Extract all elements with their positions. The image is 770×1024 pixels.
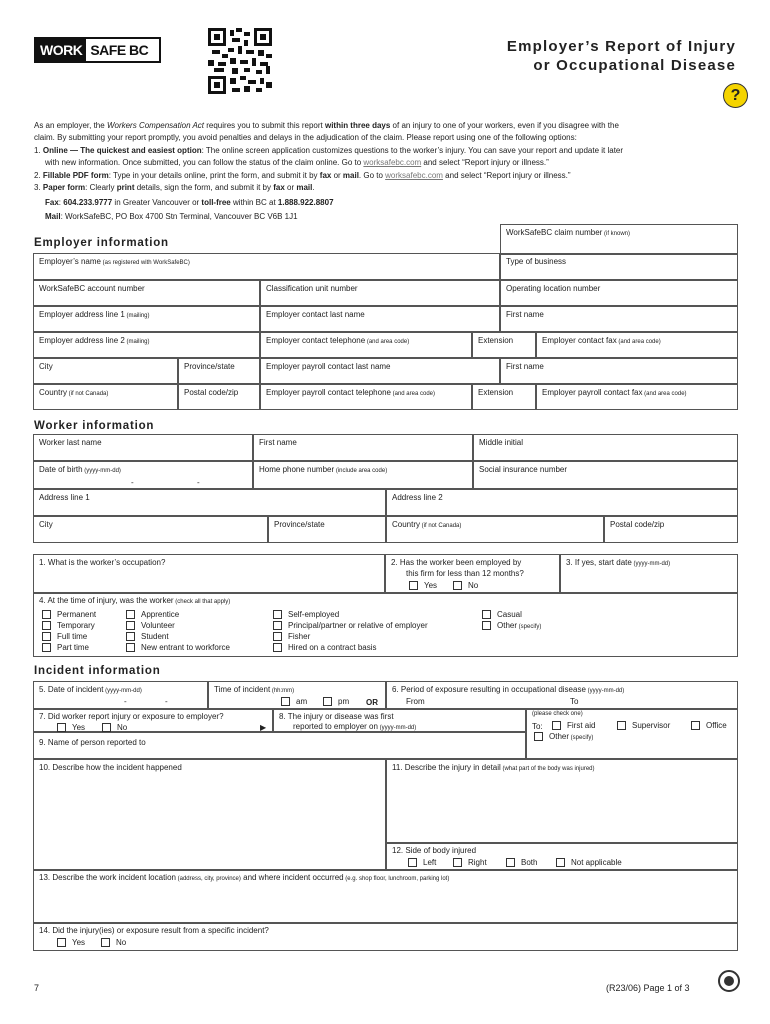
arrow-right-icon: ▶: [260, 723, 267, 732]
option-label: No: [117, 723, 128, 732]
label-text: Country: [392, 520, 421, 529]
worker-address2-label: Address line 2: [392, 493, 443, 502]
payroll-extension-label: Extension: [478, 388, 514, 397]
option-label: Part time: [57, 643, 90, 652]
intro-text: requires you to submit this report: [204, 121, 325, 130]
fax-text: in Greater Vancouver or: [112, 198, 202, 207]
intro-text: As an employer, the: [34, 121, 107, 130]
label-hint: (mailing): [124, 313, 150, 319]
employer-address2-label: [39, 336, 150, 345]
business-type-label: Type of business: [506, 257, 567, 266]
first-reported-label-1: 8. The injury or disease was first: [279, 712, 394, 721]
label-text: Country: [39, 388, 68, 397]
option-fisher[interactable]: [288, 632, 310, 641]
label-text: Employer contact telephone: [266, 336, 366, 345]
first-reported-label-2: [293, 722, 416, 731]
employment-type-label: [39, 596, 230, 605]
label-text: Employer’s name: [39, 257, 101, 266]
option-text: .: [312, 183, 315, 192]
option-text: details, sign the form, and submit it by: [134, 183, 274, 192]
checkbox[interactable]: [556, 858, 565, 867]
page-code: 7: [34, 983, 40, 993]
checkbox[interactable]: [453, 858, 462, 867]
option-permanent[interactable]: [57, 610, 96, 619]
incident-location-label: [39, 873, 449, 882]
recycle-logo-icon: [718, 970, 740, 992]
employer-name-label: [39, 257, 190, 266]
fax-number: 604.233.9777: [63, 198, 113, 207]
checkbox[interactable]: [482, 621, 491, 630]
reported-to-employer-label: 7. Did worker report injury or exposure to employer?: [39, 712, 224, 721]
label-text: Employer contact fax: [542, 336, 617, 345]
option-label: Principal/partner or relative of employer: [288, 621, 428, 630]
option-new-entrant[interactable]: [141, 643, 230, 652]
not-applicable-option[interactable]: [571, 858, 622, 867]
option-text: mail: [296, 183, 313, 192]
option-text: . Go to: [358, 171, 386, 180]
option-contract[interactable]: [288, 643, 377, 652]
employer-address1-label: [39, 310, 150, 319]
date-of-birth-label: [39, 465, 121, 474]
checkbox[interactable]: [57, 938, 66, 947]
office-option[interactable]: [706, 721, 727, 730]
form-title-line2: or Occupational Disease: [533, 57, 736, 74]
option-label: Student: [141, 632, 169, 641]
dob-dash-2: -: [197, 478, 200, 487]
worksafebc-logo: [34, 37, 161, 63]
option-label: Apprentice: [141, 610, 180, 619]
employer-city-label: City: [39, 362, 53, 371]
option-label: Hired on a contract basis: [288, 643, 377, 652]
option-apprentice[interactable]: [141, 610, 179, 619]
label-text: 13. Describe the work incident location: [39, 873, 176, 882]
person-reported-to-label: 9. Name of person reported to: [39, 738, 146, 747]
middle-initial-label: Middle initial: [479, 438, 524, 447]
am-option[interactable]: [296, 697, 307, 706]
classification-unit-label: Classification unit number: [266, 284, 358, 293]
checkbox[interactable]: [323, 697, 332, 706]
help-icon[interactable]: [723, 83, 748, 108]
label-text: reported to employer on: [293, 722, 378, 731]
checkbox[interactable]: [617, 721, 626, 730]
form-title-line1: Employer’s Report of Injury: [506, 38, 736, 55]
label-text: Home phone number: [259, 465, 335, 474]
option-text: or: [284, 183, 297, 192]
fax-line: [45, 197, 334, 209]
date-of-incident-label: [39, 685, 142, 694]
checkbox[interactable]: [42, 632, 51, 641]
incident-date-dash-2: -: [165, 697, 168, 706]
q7-no-option[interactable]: [117, 723, 127, 732]
dob-dash-1: -: [131, 478, 134, 487]
checkbox[interactable]: [273, 610, 282, 619]
q14-no-option[interactable]: [116, 938, 126, 947]
option-other[interactable]: [497, 621, 541, 630]
or-label: OR: [366, 698, 378, 707]
option-volunteer[interactable]: [141, 621, 175, 630]
contact-last-name-label: Employer contact last name: [266, 310, 365, 319]
payroll-first-name-label: First name: [506, 362, 544, 371]
claim-label: WorkSafeBC claim number: [506, 228, 603, 237]
worker-province-label: Province/state: [274, 520, 325, 529]
checkbox[interactable]: [273, 643, 282, 652]
label-hint: (yyyy-mm-dd): [585, 688, 625, 694]
option-label: Fisher: [288, 632, 311, 641]
checkbox[interactable]: [42, 643, 51, 652]
option-label: New entrant to workforce: [141, 643, 230, 652]
option-label: Right: [468, 858, 487, 867]
option-label: Yes: [424, 581, 438, 590]
label-text: Date of birth: [39, 465, 83, 474]
checkbox[interactable]: [273, 632, 282, 641]
option-number: 2.: [34, 171, 43, 180]
option-number: 3.: [34, 183, 43, 192]
option-label: Self-employed: [288, 610, 340, 619]
checkbox[interactable]: [126, 621, 135, 630]
checkbox[interactable]: [273, 621, 282, 630]
option-full-time[interactable]: [57, 632, 87, 641]
left-side-option[interactable]: [423, 858, 436, 867]
employer-country-label: [39, 388, 108, 397]
worksafebc-link[interactable]: worksafebc.com: [385, 171, 443, 180]
option-number: 1.: [34, 146, 43, 155]
option-label: pm: [338, 697, 350, 706]
worker-city-label: City: [39, 520, 53, 529]
occupation-label: 1. What is the worker’s occupation?: [39, 558, 166, 567]
checkbox[interactable]: [408, 858, 417, 867]
label-text: 11. Describe the injury in detail: [392, 763, 501, 772]
label-hint: (check all that apply): [173, 599, 231, 605]
logo-work: WORK: [36, 39, 86, 61]
reported-to-label: To:: [532, 722, 543, 731]
option-label: Other: [549, 732, 570, 741]
time-of-incident-label: [214, 685, 294, 694]
label-hint: (and area code): [642, 391, 687, 397]
exposure-period-label: [392, 685, 624, 694]
option-label: Not applicable: [571, 858, 622, 867]
label-text: 6. Period of exposure resulting in occupational disease: [392, 685, 586, 694]
option-temporary[interactable]: [57, 621, 95, 630]
checkbox[interactable]: [409, 581, 418, 590]
option-label: First aid: [567, 721, 596, 730]
fax-label: Fax: [45, 198, 59, 207]
intro-line-2: claim. By submitting your report promptly, you avoid penalties and delays in the adjudication of the claim. Please report using one of the following options:: [34, 133, 577, 142]
incident-heading: Incident information: [34, 665, 161, 677]
checkbox[interactable]: [453, 581, 462, 590]
worker-last-name-label: Worker last name: [39, 438, 102, 447]
option-casual[interactable]: [497, 610, 522, 619]
operating-location-label: Operating location number: [506, 284, 601, 293]
right-side-option[interactable]: [468, 858, 487, 867]
checkbox[interactable]: [126, 610, 135, 619]
employer-city-field[interactable]: [33, 358, 178, 384]
option-label: am: [296, 697, 308, 706]
option-principal-partner[interactable]: [288, 621, 428, 630]
label-text: and where incident occurred: [240, 873, 344, 882]
q7-yes-option[interactable]: [72, 723, 85, 732]
option-label: Left: [423, 858, 437, 867]
sin-label: Social insurance number: [479, 465, 568, 474]
label-hint: (mailing): [124, 339, 150, 345]
label-text: Employer address line 2: [39, 336, 125, 345]
label-hint: (e.g. shop floor, lunchroom, parking lot): [343, 876, 450, 882]
help-icon-symbol: ?: [730, 87, 741, 104]
checkbox[interactable]: [101, 938, 110, 947]
option-hint: (specify): [517, 624, 542, 630]
option-text: : Type in your details online, print the form, and submit it by: [108, 171, 320, 180]
option-label: Other: [497, 621, 518, 630]
option-label: Temporary: [57, 621, 95, 630]
account-number-label: WorkSafeBC account number: [39, 284, 145, 293]
checkbox[interactable]: [691, 721, 700, 730]
checkbox[interactable]: [57, 723, 66, 732]
option-label: No: [116, 938, 127, 947]
employer-postal-label: Postal code/zip: [184, 388, 239, 397]
option-hint: (specify): [569, 735, 594, 741]
label-text: 3. If yes, start date: [566, 558, 632, 567]
contact-fax-label: [542, 336, 661, 345]
intro-line-1: [34, 120, 619, 132]
label-hint: (and area code): [390, 391, 435, 397]
option-3: [34, 182, 315, 194]
label-text: 5. Date of incident: [39, 685, 104, 694]
label-hint: (yyyy-mm-dd): [377, 725, 417, 731]
option-label: Full time: [57, 632, 88, 641]
act-name: Workers Compensation Act: [106, 121, 205, 130]
contact-extension-label: Extension: [478, 336, 514, 345]
supervisor-option[interactable]: [632, 721, 670, 730]
checkbox[interactable]: [281, 697, 290, 706]
first-aid-option[interactable]: [567, 721, 595, 730]
option-part-time[interactable]: [57, 643, 89, 652]
worker-address1-label: Address line 1: [39, 493, 90, 502]
label-hint: (as registered with WorkSafeBC): [100, 260, 190, 266]
intro-text: of an injury to one of your workers, even if you disagree with the: [390, 121, 619, 130]
specific-incident-label: 14. Did the injury(ies) or exposure result from a specific incident?: [39, 926, 269, 935]
tollfree-number: 1.888.922.8807: [277, 198, 334, 207]
label-hint: (if not Canada): [67, 391, 109, 397]
label-hint: (hh:mm): [270, 688, 295, 694]
option-text: and select “Report injury or illness.”: [442, 171, 571, 180]
worksafebc-link[interactable]: worksafebc.com: [363, 158, 422, 167]
option-label: Both: [521, 858, 538, 867]
option-student[interactable]: [141, 632, 169, 641]
employed-less-12-label-1: 2. Has the worker been employed by: [391, 558, 522, 567]
option-title: Fillable PDF form: [42, 171, 109, 180]
exposure-from-label: From: [406, 697, 425, 706]
both-sides-option[interactable]: [521, 858, 537, 867]
option-2: [34, 170, 571, 182]
reported-other-option[interactable]: [549, 732, 593, 741]
option-label: Casual: [497, 610, 522, 619]
label-text: Time of incident: [214, 685, 271, 694]
option-label: Yes: [72, 938, 86, 947]
label-hint: (address, city, province): [175, 876, 241, 882]
logo-safebc: SAFE BC: [90, 42, 149, 58]
checkbox[interactable]: [126, 643, 135, 652]
checkbox[interactable]: [534, 732, 543, 741]
option-text: with new information. Once submitted, you can follow the status of the claim online. Go to: [45, 158, 364, 167]
option-text: : Clearly: [85, 183, 117, 192]
exposure-to-label: To: [570, 697, 579, 706]
q14-yes-option[interactable]: [72, 938, 85, 947]
mail-label: Mail: [45, 212, 61, 221]
label-text: Employer address line 1: [39, 310, 125, 319]
option-label: Yes: [72, 723, 86, 732]
option-label: Supervisor: [632, 721, 671, 730]
worker-postal-label: Postal code/zip: [610, 520, 665, 529]
recycle-logo-inner: [724, 976, 734, 986]
checkbox[interactable]: [552, 721, 561, 730]
checkbox[interactable]: [102, 723, 111, 732]
checkbox[interactable]: [482, 610, 491, 619]
option-text: or: [331, 171, 343, 180]
contact-telephone-label: [266, 336, 409, 345]
label-hint: (what part of the body was injured): [500, 766, 595, 772]
option-text: print: [116, 183, 135, 192]
option-1: [34, 145, 623, 157]
checkbox[interactable]: [42, 610, 51, 619]
incident-description-label: 10. Describe how the incident happened: [39, 763, 182, 772]
label-hint: (yyyy-mm-dd): [82, 468, 121, 474]
label-hint: (and area code): [616, 339, 661, 345]
mail-address: : WorkSafeBC, PO Box 4700 Stn Terminal, Vancouver BC V6B 1J1: [60, 212, 298, 221]
claim-number-label: [506, 228, 630, 237]
label-text: Employer payroll contact telephone: [266, 388, 391, 397]
payroll-telephone-label: [266, 388, 435, 397]
fax-text: toll-free: [201, 198, 231, 207]
label-hint: (yyyy-mm-dd): [631, 561, 671, 567]
fax-text: :: [58, 198, 64, 207]
payroll-last-name-label: Employer payroll contact last name: [266, 362, 391, 371]
option-title: Online — The quickest and easiest option: [42, 146, 202, 155]
q2-no-option[interactable]: [468, 581, 478, 590]
label-hint: (if not Canada): [420, 523, 462, 529]
mail-line: [45, 211, 298, 223]
worker-first-name-label: First name: [259, 438, 297, 447]
payroll-fax-label: [542, 388, 687, 397]
form-code-page-number: (R23/06) Page 1 of 3: [606, 983, 690, 993]
option-title: Paper form: [42, 183, 86, 192]
option-1-cont: [45, 157, 549, 169]
worker-country-label: [392, 520, 461, 529]
option-label: Permanent: [57, 610, 97, 619]
label-hint: (include area code): [334, 468, 388, 474]
worker-heading: Worker information: [34, 420, 155, 432]
worker-city-field[interactable]: [33, 516, 268, 543]
start-date-label: [566, 558, 670, 567]
home-phone-label: [259, 465, 387, 474]
qr-code: [208, 28, 272, 94]
deadline-text: within three days: [324, 121, 391, 130]
employed-less-12-label-2: this firm for less than 12 months?: [406, 569, 524, 578]
check-one-label: (please check one): [532, 711, 583, 717]
option-text: fax: [273, 183, 285, 192]
option-label: No: [468, 581, 479, 590]
checkbox[interactable]: [42, 621, 51, 630]
pm-option[interactable]: [338, 697, 349, 706]
option-self-employed[interactable]: [288, 610, 339, 619]
option-text: and select “Report injury or illness.”: [421, 158, 549, 167]
injury-detail-label: [392, 763, 595, 772]
option-text: mail: [342, 171, 359, 180]
side-of-body-label: 12. Side of body injured: [392, 846, 477, 855]
claim-hint: (if known): [602, 231, 631, 237]
option-label: Volunteer: [141, 621, 175, 630]
fax-text: within BC at: [230, 198, 278, 207]
incident-date-dash-1: -: [124, 697, 127, 706]
q2-yes-option[interactable]: [424, 581, 437, 590]
option-label: Office: [706, 721, 727, 730]
employer-heading: Employer information: [34, 237, 169, 249]
checkbox[interactable]: [506, 858, 515, 867]
label-hint: (yyyy-mm-dd): [103, 688, 142, 694]
option-text: fax: [319, 171, 332, 180]
employer-province-label: Province/state: [184, 362, 235, 371]
option-text: : The online screen application customizes questions to the worker’s injury. You can save your report and update it later: [201, 146, 624, 155]
label-text: Employer payroll contact fax: [542, 388, 643, 397]
checkbox[interactable]: [126, 632, 135, 641]
contact-first-name-label: First name: [506, 310, 544, 319]
label-text: 4. At the time of injury, was the worker: [39, 596, 174, 605]
label-hint: (and area code): [365, 339, 410, 345]
incident-description-field[interactable]: [33, 759, 386, 870]
